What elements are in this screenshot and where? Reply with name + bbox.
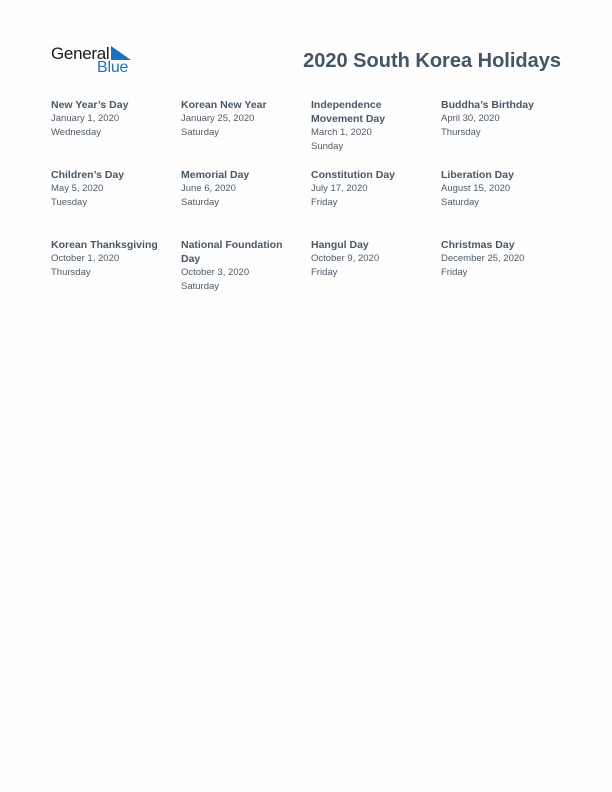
holiday-item (441, 98, 571, 168)
holiday-item (181, 238, 311, 308)
holiday-date: May 5, 2020 (51, 183, 104, 194)
holiday-name: Liberation Day (441, 169, 514, 181)
holiday-name: Korean New Year (181, 99, 267, 111)
holiday-date: October 3, 2020 (181, 267, 250, 278)
holiday-weekday: Friday (311, 266, 338, 278)
page-title: 2020 South Korea Holidays (303, 50, 561, 72)
holiday-item (441, 238, 571, 308)
logo-text-general: General (51, 44, 110, 63)
holiday-weekday: Tuesday (51, 196, 88, 208)
holiday-item (311, 168, 441, 238)
holiday-item (181, 98, 311, 168)
holiday-item (181, 168, 311, 238)
holiday-date: March 1, 2020 (311, 127, 372, 138)
holiday-date: January 1, 2020 (51, 113, 120, 124)
holiday-item (51, 98, 181, 168)
holiday-weekday: Sunday (311, 140, 344, 152)
logo-text-blue: Blue (97, 59, 129, 76)
holiday-weekday: Saturday (181, 126, 220, 138)
holiday-date: December 25, 2020 (441, 253, 525, 264)
logo-triangle-icon (111, 46, 131, 60)
holiday-date: June 6, 2020 (181, 183, 236, 194)
holiday-date: August 15, 2020 (441, 183, 511, 194)
holiday-weekday: Saturday (181, 196, 220, 208)
holiday-grid (51, 98, 571, 308)
holiday-name: New Year’s Day (51, 99, 129, 111)
holiday-name: Hangul Day (311, 239, 369, 251)
holiday-weekday: Friday (311, 196, 338, 208)
holiday-name: Constitution Day (311, 169, 395, 181)
holiday-item (441, 168, 571, 238)
holiday-name: Christmas Day (441, 239, 515, 251)
holiday-weekday: Thursday (441, 126, 481, 138)
holiday-item (51, 238, 181, 308)
holiday-weekday: Saturday (441, 196, 480, 208)
holiday-weekday: Friday (441, 266, 468, 278)
holiday-date: October 9, 2020 (311, 253, 380, 264)
holiday-weekday: Saturday (181, 280, 220, 292)
holiday-item (311, 98, 441, 168)
holiday-item (311, 238, 441, 308)
holiday-name: Independence Movement Day (311, 99, 386, 125)
holiday-date: January 25, 2020 (181, 113, 255, 124)
holiday-weekday: Thursday (51, 266, 91, 278)
holiday-date: July 17, 2020 (311, 183, 368, 194)
holiday-name: National Foundation Day (181, 239, 283, 265)
holiday-name: Korean Thanksgiving (51, 239, 158, 251)
holiday-item (51, 168, 181, 238)
holiday-weekday: Wednesday (51, 126, 101, 138)
holiday-name: Children’s Day (51, 169, 125, 181)
holiday-name: Buddha’s Birthday (441, 99, 534, 111)
holiday-date: April 30, 2020 (441, 113, 500, 124)
holiday-date: October 1, 2020 (51, 253, 120, 264)
holiday-name: Memorial Day (181, 169, 250, 181)
generalblue-logo (51, 44, 135, 78)
